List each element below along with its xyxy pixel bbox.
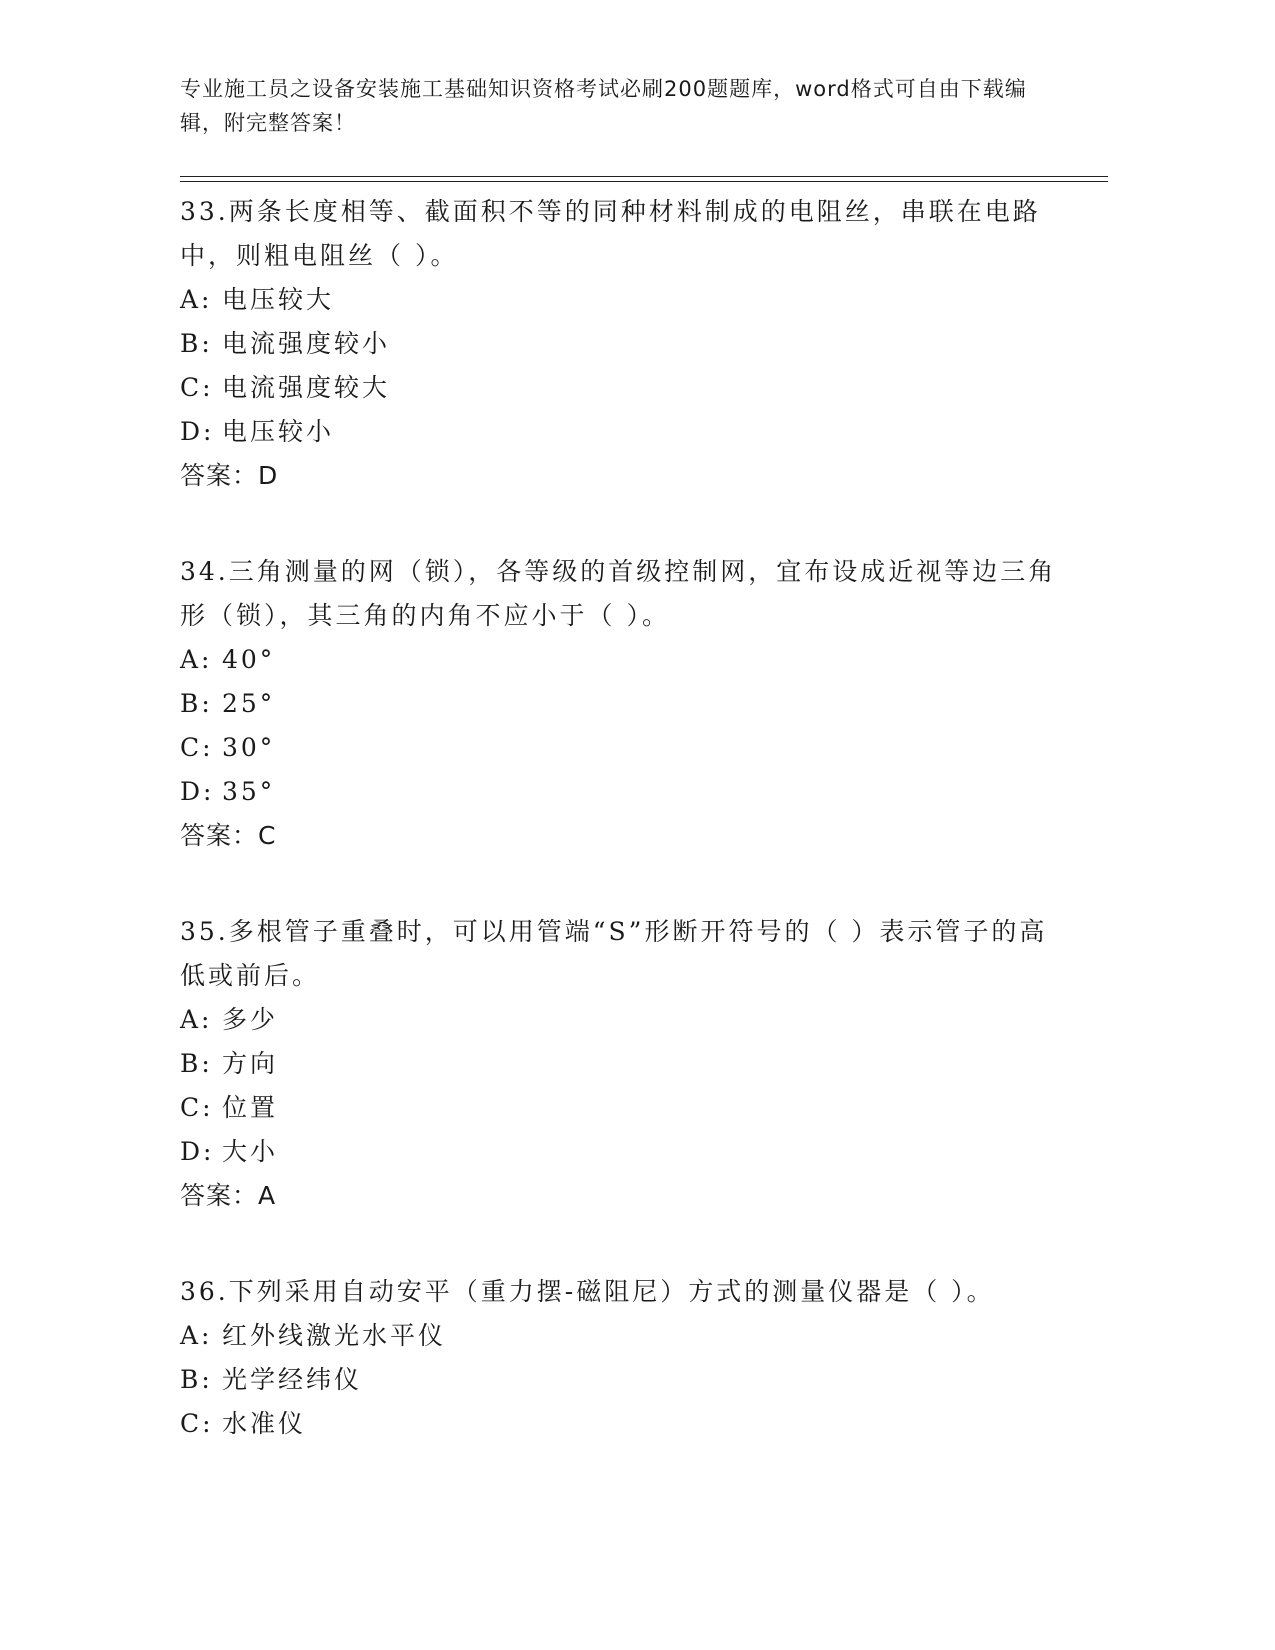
option-text: 电流强度较小	[222, 329, 391, 358]
option-letter: D:	[180, 777, 215, 806]
option-text: 电压较小	[222, 417, 335, 446]
option-text: 光学经纬仪	[222, 1365, 363, 1394]
answer-label: 答案：A	[180, 1181, 277, 1210]
option-text: 电流强度较大	[222, 373, 391, 402]
option-letter: A:	[180, 645, 213, 674]
question-stem	[180, 550, 1060, 638]
question-text: 两条长度相等、截面积不等的同种材料制成的电阻丝，串联在电路中，则粗电阻丝（ ）。	[180, 197, 1041, 270]
option-a	[180, 638, 1060, 682]
question-stem	[180, 1270, 1060, 1314]
option-text: 水准仪	[222, 1409, 307, 1438]
option-b	[180, 1042, 1060, 1086]
header-rule-top	[180, 176, 1108, 177]
option-a	[180, 998, 1060, 1042]
question-list	[180, 190, 1060, 1498]
question-text: 三角测量的网（锁），各等级的首级控制网，宜布设成近视等边三角形（锁），其三角的内角不应小于（ ）。	[180, 557, 1057, 630]
question-number: 34.	[180, 557, 229, 586]
option-letter: A:	[180, 285, 213, 314]
option-c	[180, 1402, 1060, 1446]
option-letter: B:	[180, 329, 213, 358]
option-text: 大小	[222, 1137, 279, 1166]
option-b	[180, 322, 1060, 366]
question-35	[180, 910, 1060, 1218]
question-number: 35.	[180, 917, 229, 946]
option-text: 红外线激光水平仪	[222, 1321, 447, 1350]
option-text: 25°	[222, 689, 276, 718]
option-text: 方向	[222, 1049, 279, 1078]
option-text: 电压较大	[222, 285, 335, 314]
option-letter: C:	[180, 733, 214, 762]
question-number: 36.	[180, 1277, 229, 1306]
option-b	[180, 1358, 1060, 1402]
option-letter: B:	[180, 1365, 213, 1394]
option-b	[180, 682, 1060, 726]
question-text: 下列采用自动安平（重力摆-磁阻尼）方式的测量仪器是（ ）。	[228, 1277, 995, 1306]
option-d	[180, 770, 1060, 814]
option-letter: A:	[180, 1005, 213, 1034]
document-header: 专业施工员之设备安装施工基础知识资格考试必刷200题题库，word格式可自由下载编辑，附完整答案！	[180, 77, 1027, 135]
answer-label: 答案：C	[180, 821, 277, 850]
option-text: 30°	[222, 733, 276, 762]
option-letter: A:	[180, 1321, 213, 1350]
option-text: 位置	[222, 1093, 279, 1122]
question-number: 33.	[180, 197, 229, 226]
option-letter: D:	[180, 417, 215, 446]
question-text: 多根管子重叠时，可以用管端“S”形断开符号的（ ）表示管子的高低或前后。	[180, 917, 1048, 990]
option-text: 多少	[222, 1005, 279, 1034]
question-36	[180, 1270, 1060, 1446]
option-c	[180, 366, 1060, 410]
option-d	[180, 1130, 1060, 1174]
option-c	[180, 1086, 1060, 1130]
question-34	[180, 550, 1060, 858]
question-33	[180, 190, 1060, 498]
option-text: 40°	[222, 645, 276, 674]
option-letter: C:	[180, 1093, 214, 1122]
option-letter: B:	[180, 1049, 213, 1078]
question-stem	[180, 910, 1060, 998]
option-a	[180, 1314, 1060, 1358]
option-d	[180, 410, 1060, 454]
answer-label: 答案：D	[180, 461, 279, 490]
option-letter: B:	[180, 689, 213, 718]
option-c	[180, 726, 1060, 770]
question-stem	[180, 190, 1060, 278]
option-letter: C:	[180, 373, 214, 402]
option-letter: D:	[180, 1137, 215, 1166]
option-text: 35°	[222, 777, 276, 806]
option-letter: C:	[180, 1409, 214, 1438]
option-a	[180, 278, 1060, 322]
header-rule-bottom	[180, 181, 1108, 182]
